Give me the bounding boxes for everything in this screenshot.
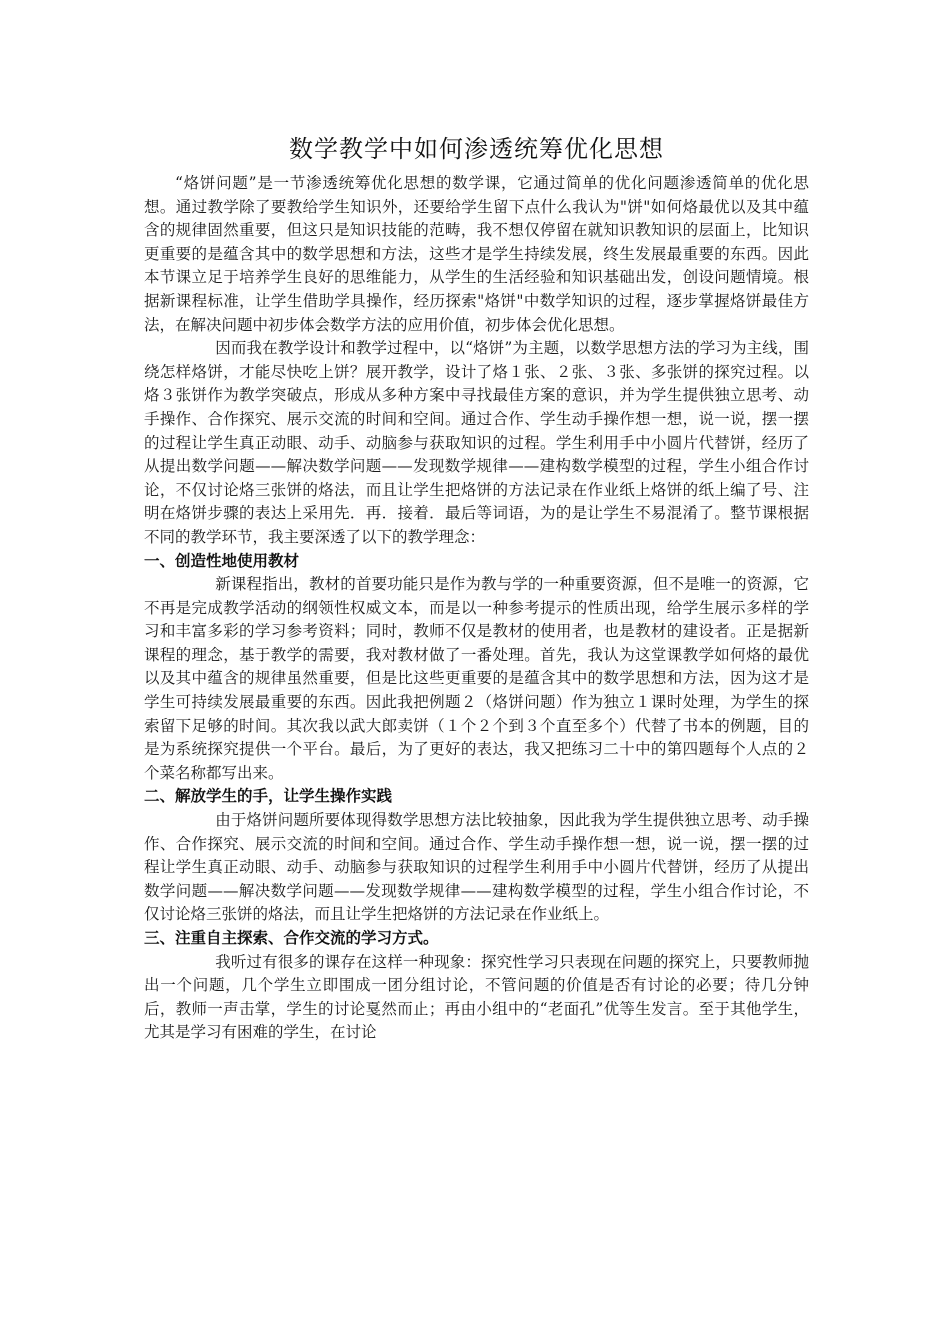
- section-heading-3: 三、注重自主探索、合作交流的学习方式。: [144, 929, 439, 947]
- intro-paragraph: “烙饼问题”是一节渗透统筹优化思想的数学课，它通过简单的优化问题渗透简单的优化思想。通过教学除了要教给学生知识外，还要给学生留下点什么我认为"饼"如何烙最优以及其中蕴含的规律固然重要，但这只是知识技能的范畴，我不想仅停留在就知识教知识的层面上，比知识更重要的是蕴含其中的数学思想和方法，这些才是学生持续发展，终生发展最重要的东西。因此本节课立足于培养学生良好的思维能力，从学生的生活经验和知识基础出发，创设问题情境。根据新课程标准，让学生借助学具操作，经历探索"烙饼"中数学知识的过程，逐步掌握烙饼最佳方法，在解决问题中初步体会数学方法的应用价值，初步体会优化思想。: [144, 174, 809, 334]
- section-heading-2: 二、解放学生的手，让学生操作实践: [144, 787, 393, 806]
- design-paragraph: 因而我在教学设计和教学过程中，以“烙饼”为主题，以数学思想方法的学习为主线，围绕怎样烙饼，才能尽快吃上饼？展开教学，设计了烙１张、２张、３张、多张饼的探究过程。以烙３张饼作为教学突破点，形成从多种方案中寻找最佳方案的意识，并为学生提供独立思考、动手操作、合作探究、展示交流的时间和空间。通过合作、学生动手操作想一想，说一说，摆一摆的过程让学生真正动眼、动手、动脑参与获取知识的过程。学生利用手中小圆片代替饼，经历了从提出数学问题——解决数学问题——发现数学规律——建构数学模型的过程，学生小组合作讨论，不仅讨论烙三张饼的烙法，而且让学生把烙饼的方法记录在作业纸上烙饼的纸上编了号、注明在烙饼步骤的表达上采用先．再．接着．最后等词语，为的是让学生不易混淆了。整节课根据不同的教学环节，我主要深透了以下的教学理念：: [144, 339, 809, 546]
- document-body: [144, 128, 809, 1045]
- section-body-1: 新课程指出，教材的首要功能只是作为教与学的一种重要资源，但不是唯一的资源，它不再是完成教学活动的纲领性权威文本，而是以一种参考提示的性质出现，给学生展示多样的学习和丰富多彩的学习参考资料；同时，教师不仅是教材的使用者，也是教材的建设者。正是据新课程的理念，基于教学的需要，我对教材做了一番处理。首先，我认为这堂课教学如何烙的最优以及其中蕴含的规律虽然重要，但是比这些更重要的是蕴含其中的数学思想和方法，因为这才是学生可持续发展最重要的东西。因此我把例题２（烙饼问题）作为独立１课时处理，为学生的探索留下足够的时间。其次我以武大郎卖饼（１个２个到３个直至多个）代替了书本的例题，目的是为系统探究提供一个平台。最后，为了更好的表达，我又把练习二十中的第四题每个人点的２个菜名称都写出来。: [144, 575, 809, 782]
- section-body-3: 我听过有很多的课存在这样一种现象：探究性学习只表现在问题的探究上，只要教师抛出一个问题，几个学生立即围成一团分组讨论，不管问题的价值是否有讨论的必要；待几分钟后，教师一声击掌，学生的讨论戛然而止；再由小组中的“老面孔”优等生发言。至于其他学生，尤其是学习有困难的学生，在讨论: [144, 952, 809, 1042]
- section-body-2: 由于烙饼问题所要体现得数学思想方法比较抽象，因此我为学生提供独立思考、动手操作、合作探究、展示交流的时间和空间。通过合作、学生动手操作想一想，说一说，摆一摆的过程让学生真正动眼、动手、动脑参与获取知识的过程学生利用手中小圆片代替饼，经历了从提出数学问题——解决数学问题——发现数学规律——建构数学模型的过程，学生小组合作讨论，不仅讨论烙三张饼的烙法，而且让学生把烙饼的方法记录在作业纸上。: [144, 811, 809, 924]
- section-heading-1: 一、创造性地使用教材: [144, 551, 300, 570]
- document-title: 数学教学中如何渗透统筹优化思想: [289, 135, 664, 163]
